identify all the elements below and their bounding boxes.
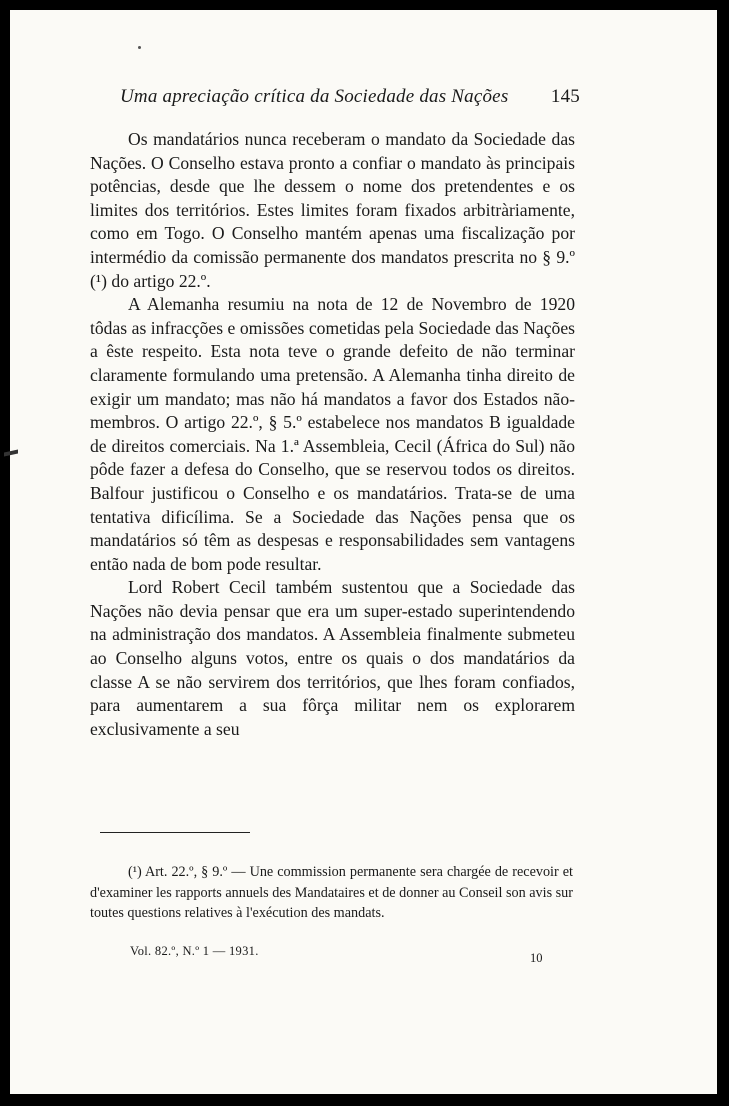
- book-page: [10, 10, 717, 1094]
- page-number: 145: [550, 86, 580, 107]
- footnote-divider: [100, 832, 250, 833]
- volume-signature: Vol. 82.º, N.º 1 — 1931.: [130, 944, 259, 958]
- sheet-number: 10: [530, 951, 543, 965]
- paragraph: A Alemanha resumiu na nota de 12 de Novembro de 1920 tôdas as infracções e omissões cometidas pela Sociedade das Nações a êste respeito. Esta nota teve o grande defeito de não terminar claramente formulando uma pretensão. A Alemanha tinha direito de exigir um mandato; mas não há mandatos a favor dos Estados não-membros. O artigo 22.º, § 5.º estabelece nos mandatos B igualdade de direitos comerciais. Na 1.ª Assembleia, Cecil (África do Sul) não pôde fazer a defesa do Conselho, que se reservou todos os direitos. Balfour justificou o Conselho e os mandatários. Trata-se de uma tentativa dificílima. Se a Sociedade das Nações pensa que os mandatários só têm as despesas e responsabilidades sem vantagens então nada de bom pode resultar.: [90, 294, 575, 574]
- paragraph: Os mandatários nunca receberam o mandato da Sociedade das Nações. O Conselho estava pronto a confiar o mandato às principais potências, desde que lhe dessem o nome dos pretendentes e os limites dos territórios. Estes limites foram fixados arbitràriamente, como em Togo. O Conselho mantém apenas uma fiscalização por intermédio da comissão permanente dos mandatos prescrita no § 9.º (¹) do artigo 22.º.: [90, 129, 575, 291]
- footnote: (¹) Art. 22.º, § 9.º — Une commission permanente sera chargée de recevoir et d'examiner les rapports annuels des Mandataires et de donner au Conseil son avis sur toutes questions relatives à l'exécution des mandats.: [90, 864, 573, 921]
- ink-speck: [138, 46, 141, 49]
- running-head-title: Uma apreciação crítica da Sociedade das Nações: [120, 86, 509, 107]
- body-text: [90, 128, 575, 741]
- paragraph: Lord Robert Cecil também sustentou que a Sociedade das Nações não devia pensar que era um super-estado superintendendo na administração dos mandatos. A Assembleia finalmente submeteu ao Conselho alguns votos, entre os quais o dos mandatários da classe A se não servirem dos territórios, que lhes foram confiados, para aumentarem a sua fôrça militar nem os explorarem exclusivamente a seu: [90, 577, 575, 739]
